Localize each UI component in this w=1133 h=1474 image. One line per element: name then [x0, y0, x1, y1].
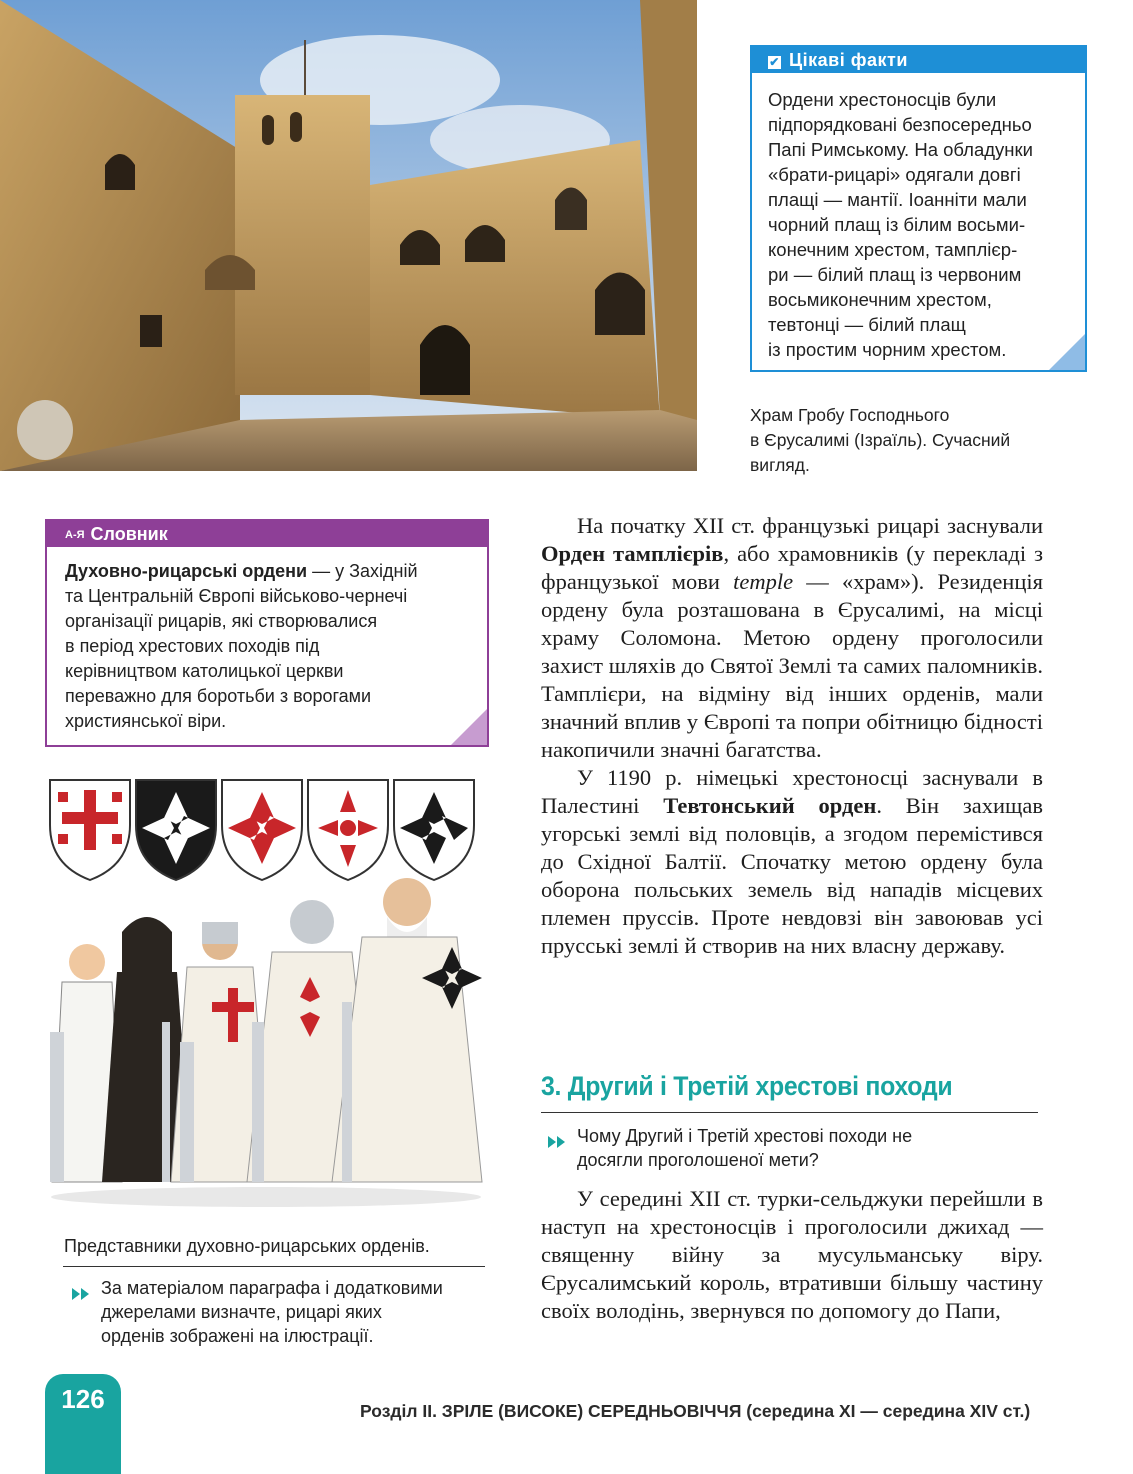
dictionary-icon: А-Я — [65, 529, 85, 541]
task-line: джерелами визначте, рицарі яких — [101, 1302, 382, 1322]
double-arrow-icon — [72, 1282, 92, 1294]
dictionary-line: та Центральній Європі військово-чернечі — [65, 586, 408, 606]
task-line: орденів зображені на ілюстрації. — [101, 1326, 374, 1346]
footer-section-title: Розділ ІІ. ЗРІЛЕ (ВИСОКЕ) СЕРЕДНЬОВІЧЧЯ (середина XI — середина XIV ст.) — [360, 1401, 1031, 1421]
paragraph: У середині XII ст. турки-сельджуки перейшли в наступ на хрестоносців і проголосили джихад — священну війну за мусульманську віру. Єрусалимський король, втративши більшу частину своїх володінь, звернувся по допомогу до Папи, — [541, 1186, 1043, 1323]
section-text — [541, 1185, 1043, 1325]
paragraph — [541, 512, 1043, 764]
shield-templar-icon — [222, 780, 302, 880]
dictionary-line: в період хрестових походів під — [65, 636, 320, 656]
dictionary-box — [45, 519, 489, 747]
text-run: На початку XII ст. французькі рицарі заснували — [577, 513, 1043, 538]
caption-line: в Єрусалимі (Ізраїль). Сучасний — [750, 430, 1011, 450]
caption-line: Храм Гробу Господнього — [750, 405, 950, 425]
shield-hospitaller-icon — [136, 780, 216, 880]
term-bold: Тевтонський орден — [663, 793, 877, 818]
facts-line: із простим чорним хрестом. — [768, 339, 1007, 360]
facts-line: тевтонці — білий плащ — [768, 314, 966, 335]
shield-order-icon — [308, 780, 388, 880]
text-run: , або храмовників (у перекладі з французької мови — [541, 541, 1043, 594]
task-block — [72, 1276, 492, 1348]
caption-line: вигляд. — [750, 455, 810, 475]
text-run: . Він захищав угорські землі від половців, а згодом перемістився до Східної Балтії. Спочатку метою ордену була оборона польських земель від нападів місцевих племен пруссів. Проте невдовзі він завоював усі прусські землі й створив на них власну державу. — [541, 793, 1043, 958]
text-run: — «храм»). Резиденція ордену була розташована в Єрусалимі, на місці храму Соломона. Метою ордену проголосили захист шляхів до Святої Землі та самих паломників. Тамплієри, на відміну від інших орденів, мали значний вплив у Європі та попри обітницю бідності накопичили значні багатства. — [541, 569, 1043, 762]
corner-decoration — [1049, 334, 1085, 370]
dictionary-title: Словник — [90, 524, 168, 544]
shield-jerusalem-icon — [50, 780, 130, 880]
corner-decoration — [451, 709, 487, 745]
page-number: 126 — [61, 1384, 105, 1414]
facts-line: конечним хрестом, тамплієр- — [768, 239, 1018, 260]
facts-text — [752, 73, 1085, 362]
knight-figure — [332, 878, 482, 1182]
facts-line: восьмиконечним хрестом, — [768, 289, 992, 310]
church-photo — [0, 0, 697, 471]
facts-line: ри — білий плащ із червоним — [768, 264, 1022, 285]
dictionary-text — [47, 547, 487, 734]
knights-caption: Представники духовно-рицарських орденів. — [64, 1236, 430, 1256]
facts-line: Ордени хрестоносців були — [768, 89, 997, 110]
paragraph — [541, 764, 1043, 960]
checkbox-icon: ✔ — [769, 55, 780, 69]
facts-line: Папі Римському. На обладунки — [768, 139, 1033, 160]
double-arrow-icon — [548, 1130, 568, 1142]
facts-header — [752, 47, 1085, 73]
photo-caption — [750, 403, 1080, 478]
facts-line: підпорядковані безпосередньо — [768, 114, 1032, 135]
task-line: За матеріалом параграфа і додатковими — [101, 1278, 443, 1298]
main-text — [541, 512, 1043, 960]
question-block — [577, 1124, 997, 1172]
facts-line: чорний плащ із білим восьми- — [768, 214, 1026, 235]
dictionary-line: керівництвом католицької церкви — [65, 661, 344, 681]
dictionary-line: християнської віри. — [65, 711, 227, 731]
facts-title: Цікаві факти — [789, 50, 908, 70]
divider — [63, 1266, 485, 1267]
dictionary-header — [47, 521, 487, 547]
facts-line: плащі — мантії. Іоанніти мали — [768, 189, 1027, 210]
facts-box — [750, 45, 1087, 372]
dictionary-term: Духовно-рицарські ордени — [65, 561, 308, 581]
term-bold: Орден тамплієрів — [541, 541, 724, 566]
dictionary-line: переважно для боротьби з ворогами — [65, 686, 372, 706]
question-line: Чому Другий і Третій хрестові походи не — [577, 1126, 913, 1146]
section-heading: 3. Другий і Третій хрестові походи — [541, 1071, 953, 1101]
dictionary-line: організації рицарів, які створювалися — [65, 611, 378, 631]
divider — [541, 1112, 1038, 1113]
shield-teutonic-icon — [394, 780, 474, 880]
term-italic: temple — [733, 569, 794, 594]
facts-line: «брати-рицарі» одягали довгі — [768, 164, 1021, 185]
question-line: досягли проголошеної мети? — [577, 1150, 819, 1170]
dictionary-definition: — у Західній — [307, 561, 418, 581]
knights-illustration — [42, 772, 490, 1212]
text-run: У 1190 р. німецькі хрестоносці заснували в Палестині — [541, 765, 1043, 818]
